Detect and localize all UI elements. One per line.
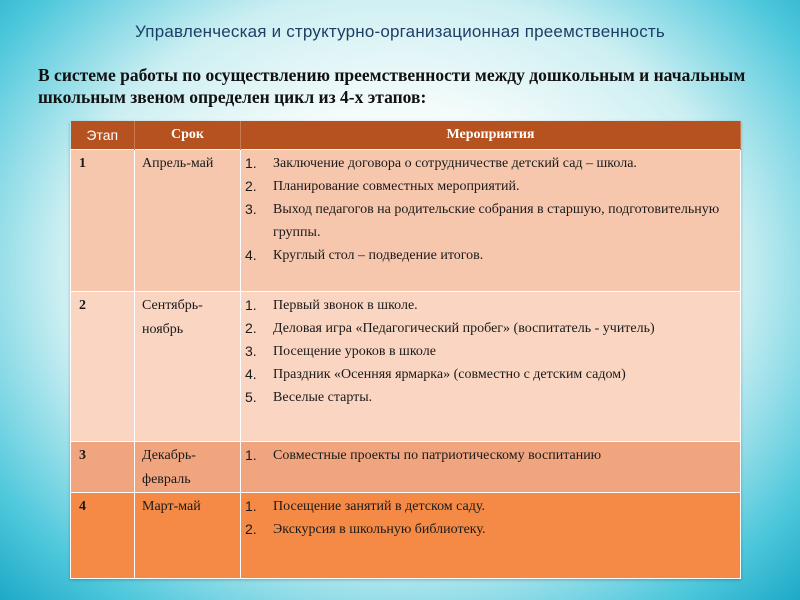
list-item: 1. Первый звонок в школе. <box>245 297 418 313</box>
list-item: 2. Экскурсия в школьную библиотеку. <box>245 521 486 537</box>
header-term: Срок <box>135 121 241 150</box>
stage-activities <box>241 292 741 442</box>
activity-list <box>245 444 734 467</box>
activity-list <box>245 495 734 541</box>
list-item: 3. Посещение уроков в школе <box>245 343 436 359</box>
stage-term: Март-май <box>135 493 241 579</box>
header-stage: Этап <box>71 121 135 150</box>
stage-term: Апрель-май <box>135 150 241 292</box>
stage-number: 2 <box>71 292 135 442</box>
list-item: 4. Праздник «Осенняя ярмарка» (совместно с детским садом) <box>245 366 626 382</box>
stage-activities <box>241 442 741 493</box>
stage-number: 4 <box>71 493 135 579</box>
stage-number: 1 <box>71 150 135 292</box>
activity-list <box>245 294 734 409</box>
list-item: 1. Посещение занятий в детском саду. <box>245 498 485 514</box>
activity-list <box>245 152 734 267</box>
stage-activities <box>241 150 741 292</box>
stages-table <box>70 121 741 579</box>
list-item: 2. Деловая игра «Педагогический пробег» (воспитатель - учитель) <box>245 320 655 336</box>
list-item: 1. Совместные проекты по патриотическому воспитанию <box>245 447 602 463</box>
list-item: 2. Планирование совместных мероприятий. <box>245 178 520 194</box>
stage-activities <box>241 493 741 579</box>
table-row <box>71 493 741 579</box>
stage-term: Декабрь-февраль <box>135 442 241 493</box>
header-activities: Мероприятия <box>241 121 741 150</box>
table-row <box>71 150 741 292</box>
list-item: 4. Круглый стол – подведение итогов. <box>245 247 484 263</box>
intro-text: В системе работы по осуществлению преемственности между дошкольным и начальным школьным звеном определен цикл из 4-х этапов: <box>38 65 746 107</box>
table-row <box>71 442 741 493</box>
list-item: 3. Выход педагогов на родительские собрания в старшую, подготовительную группы. <box>245 201 720 240</box>
stage-number: 3 <box>71 442 135 493</box>
list-item: 1. Заключение договора о сотрудничестве детский сад – школа. <box>245 155 637 171</box>
slide-title: Управленческая и структурно-организационная преемственность <box>135 22 665 41</box>
list-item: 5. Веселые старты. <box>245 389 373 405</box>
stage-term: Сентябрь-ноябрь <box>135 292 241 442</box>
table-header-row <box>71 121 741 150</box>
table-row <box>71 292 741 442</box>
